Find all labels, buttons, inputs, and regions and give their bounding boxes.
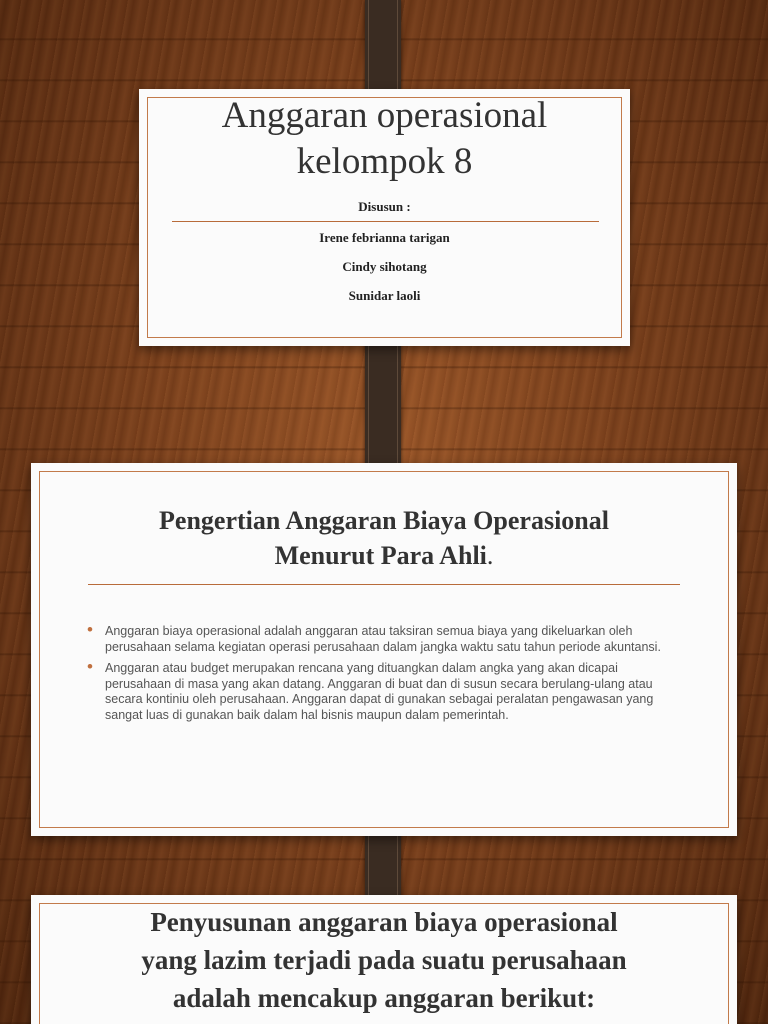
title-slide[interactable]: [139, 89, 630, 346]
author-name: Cindy sihotang: [342, 259, 427, 274]
title-line-1: Anggaran operasional: [221, 95, 548, 136]
bullet-item: • Anggaran atau budget merupakan rencana yang dituangkan dalam angka yang akan dicapai perusahaan di masa yang akan datang. Anggaran di buat dan di susun secara berulang-ulang atau secara kontiniu oleh perusahaan. Anggaran dapat di gunakan sebagai peralatan pengawasan yang sangat luas di gunakan baik dalam hal bisnis maupun dalam pemerintah.: [87, 661, 685, 723]
heading-line-2-text: Menurut Para Ahli: [274, 541, 487, 570]
heading-line-2: yang lazim terjadi pada suatu perusahaan: [141, 945, 627, 975]
author-name: Irene febrianna tarigan: [319, 230, 450, 245]
slide-title: [139, 93, 630, 185]
slide-heading: [31, 503, 737, 573]
bullet-list: [87, 624, 685, 729]
budget-scope-slide[interactable]: [31, 895, 737, 1024]
heading-line-1: Pengertian Anggaran Biaya Operasional: [159, 506, 609, 535]
author-name: Sunidar laoli: [348, 288, 421, 303]
middle-strap: [365, 330, 401, 480]
heading-line-3: adalah mencakup anggaran berikut:: [172, 983, 596, 1013]
definition-slide[interactable]: [31, 463, 737, 836]
bullet-item: • Anggaran biaya operasional adalah anggaran atau taksiran semua biaya yang dikeluarkan oleh perusahaan selama kegiatan operasi perusahaan dalam jangka waktu satu tahun periode akuntansi.: [87, 624, 685, 655]
heading-line-2: [31, 538, 737, 573]
heading-line-1: Penyusunan anggaran biaya operasional: [150, 907, 618, 937]
heading-divider: [88, 584, 680, 585]
authors-label: Disusun :: [358, 199, 411, 214]
title-divider: [172, 221, 599, 222]
heading-punct: .: [486, 541, 494, 570]
title-line-2: kelompok 8: [296, 141, 473, 182]
slide-heading: [31, 903, 737, 1017]
